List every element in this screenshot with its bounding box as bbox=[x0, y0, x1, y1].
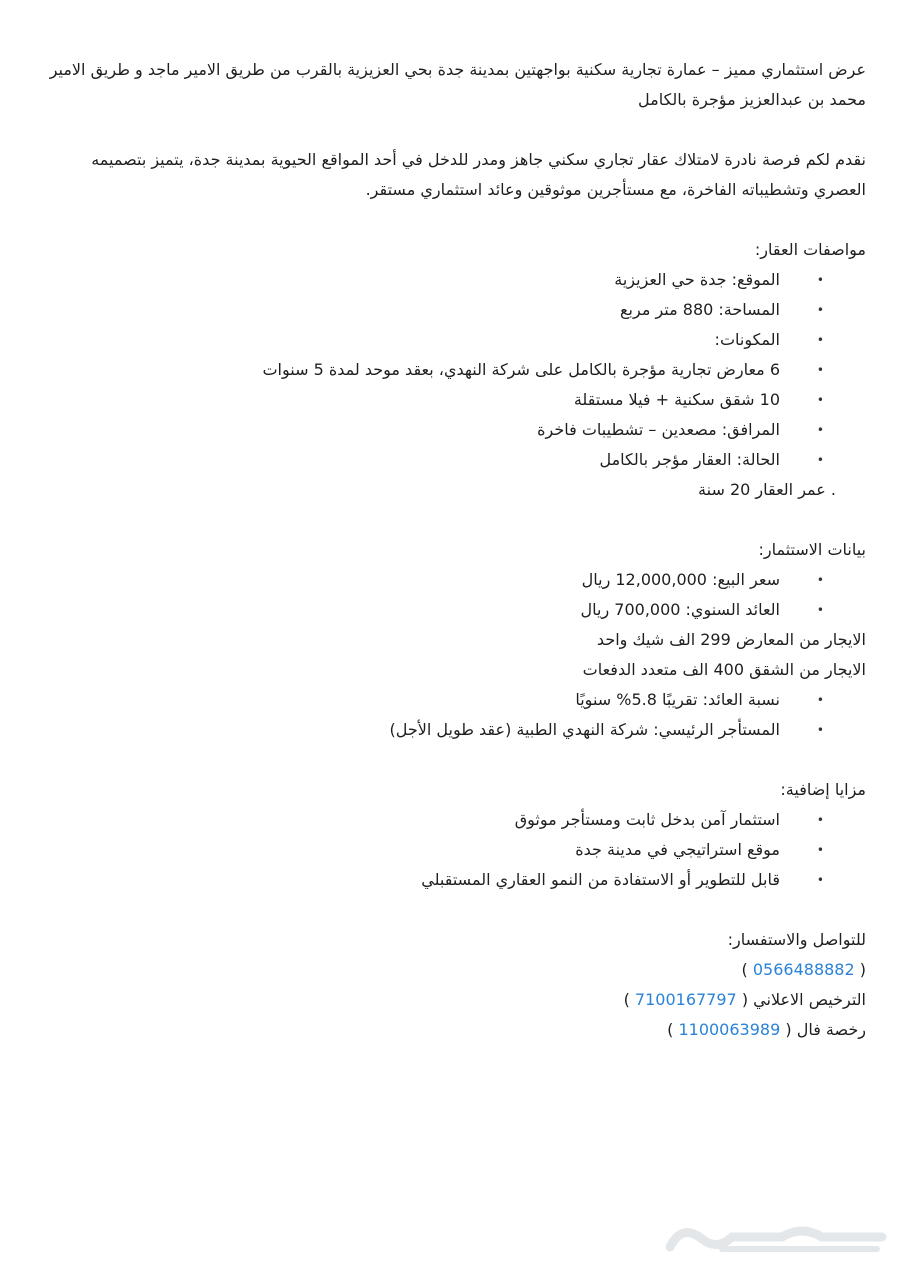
bullet-icon: • bbox=[816, 813, 824, 827]
bullet-icon: • bbox=[816, 843, 824, 857]
contact-phone-line: ( 0566488882 ) bbox=[741, 960, 866, 979]
rent-shops-line: الايجار من المعارض 299 الف شيك واحد bbox=[596, 630, 866, 649]
ad-document bbox=[34, 55, 866, 1045]
bullet-icon: • bbox=[816, 333, 824, 347]
specs-heading: مواصفات العقار: bbox=[754, 240, 866, 259]
list-item: • العائد السنوي: 700,000 ريال bbox=[34, 595, 866, 625]
description: نقدم لكم فرصة نادرة لامتلاك عقار تجاري سكني جاهز ومدر للدخل في أحد المواقع الحيوية بمدينة جدة، يتميز بتصميمه العصري وتشطيباته الفاخرة، مع مستأجرين موثوقين وعائد استثماري مستقر. bbox=[91, 150, 866, 199]
rent-flats-line: الايجار من الشقق 400 الف متعدد الدفعات bbox=[582, 660, 866, 679]
fal-license-link[interactable]: 1100063989 bbox=[678, 1020, 781, 1039]
contact-heading: للتواصل والاستفسار: bbox=[727, 930, 866, 949]
list-item: • المستأجر الرئيسي: شركة النهدي الطبية (عقد طويل الأجل) bbox=[34, 715, 866, 745]
bullet-icon: • bbox=[816, 873, 824, 887]
headline: عرض استثماري مميز – عمارة تجارية سكنية بواجهتين بمدينة جدة بحي العزيزية بالقرب من طريق الامير ماجد و طريق الامير محمد بن عبدالعزيز مؤجرة بالكامل bbox=[49, 60, 866, 109]
bullet-icon: • bbox=[816, 423, 824, 437]
bullet-icon: • bbox=[816, 363, 824, 377]
property-age-note: . عمر العقار 20 سنة bbox=[698, 480, 836, 499]
advantages-heading: مزايا إضافية: bbox=[780, 780, 866, 799]
list-item: • الموقع: جدة حي العزيزية bbox=[34, 265, 866, 295]
investment-list-b bbox=[34, 685, 866, 745]
list-item: • 10 شقق سكنية + فيلا مستقلة bbox=[34, 385, 866, 415]
list-item: • المساحة: 880 متر مربع bbox=[34, 295, 866, 325]
haraj-watermark-logo bbox=[662, 1217, 892, 1257]
specs-list bbox=[34, 265, 866, 475]
advantages-list bbox=[34, 805, 866, 895]
list-item: • موقع استراتيجي في مدينة جدة bbox=[34, 835, 866, 865]
bullet-icon: • bbox=[816, 393, 824, 407]
ad-license-line: الترخيص الاعلاني ( 7100167797 ) bbox=[623, 990, 866, 1009]
bullet-icon: • bbox=[816, 573, 824, 587]
list-item: • استثمار آمن بدخل ثابت ومستأجر موثوق bbox=[34, 805, 866, 835]
bullet-icon: • bbox=[816, 273, 824, 287]
investment-list-a bbox=[34, 565, 866, 625]
bullet-icon: • bbox=[816, 723, 824, 737]
fal-license-line: رخصة فال ( 1100063989 ) bbox=[667, 1020, 866, 1039]
list-item: • نسبة العائد: تقريبًا 5.8% سنويًا bbox=[34, 685, 866, 715]
ad-license-link[interactable]: 7100167797 bbox=[634, 990, 737, 1009]
bullet-icon: • bbox=[816, 303, 824, 317]
list-item: • سعر البيع: 12,000,000 ريال bbox=[34, 565, 866, 595]
list-item: • المكونات: bbox=[34, 325, 866, 355]
list-item: • الحالة: العقار مؤجر بالكامل bbox=[34, 445, 866, 475]
bullet-icon: • bbox=[816, 603, 824, 617]
bullet-icon: • bbox=[816, 693, 824, 707]
phone-link[interactable]: 0566488882 bbox=[752, 960, 855, 979]
list-item: • المرافق: مصعدين – تشطيبات فاخرة bbox=[34, 415, 866, 445]
list-item: • قابل للتطوير أو الاستفادة من النمو العقاري المستقبلي bbox=[34, 865, 866, 895]
list-item: • 6 معارض تجارية مؤجرة بالكامل على شركة النهدي، بعقد موحد لمدة 5 سنوات bbox=[34, 355, 866, 385]
investment-heading: بيانات الاستثمار: bbox=[758, 540, 866, 559]
bullet-icon: • bbox=[816, 453, 824, 467]
